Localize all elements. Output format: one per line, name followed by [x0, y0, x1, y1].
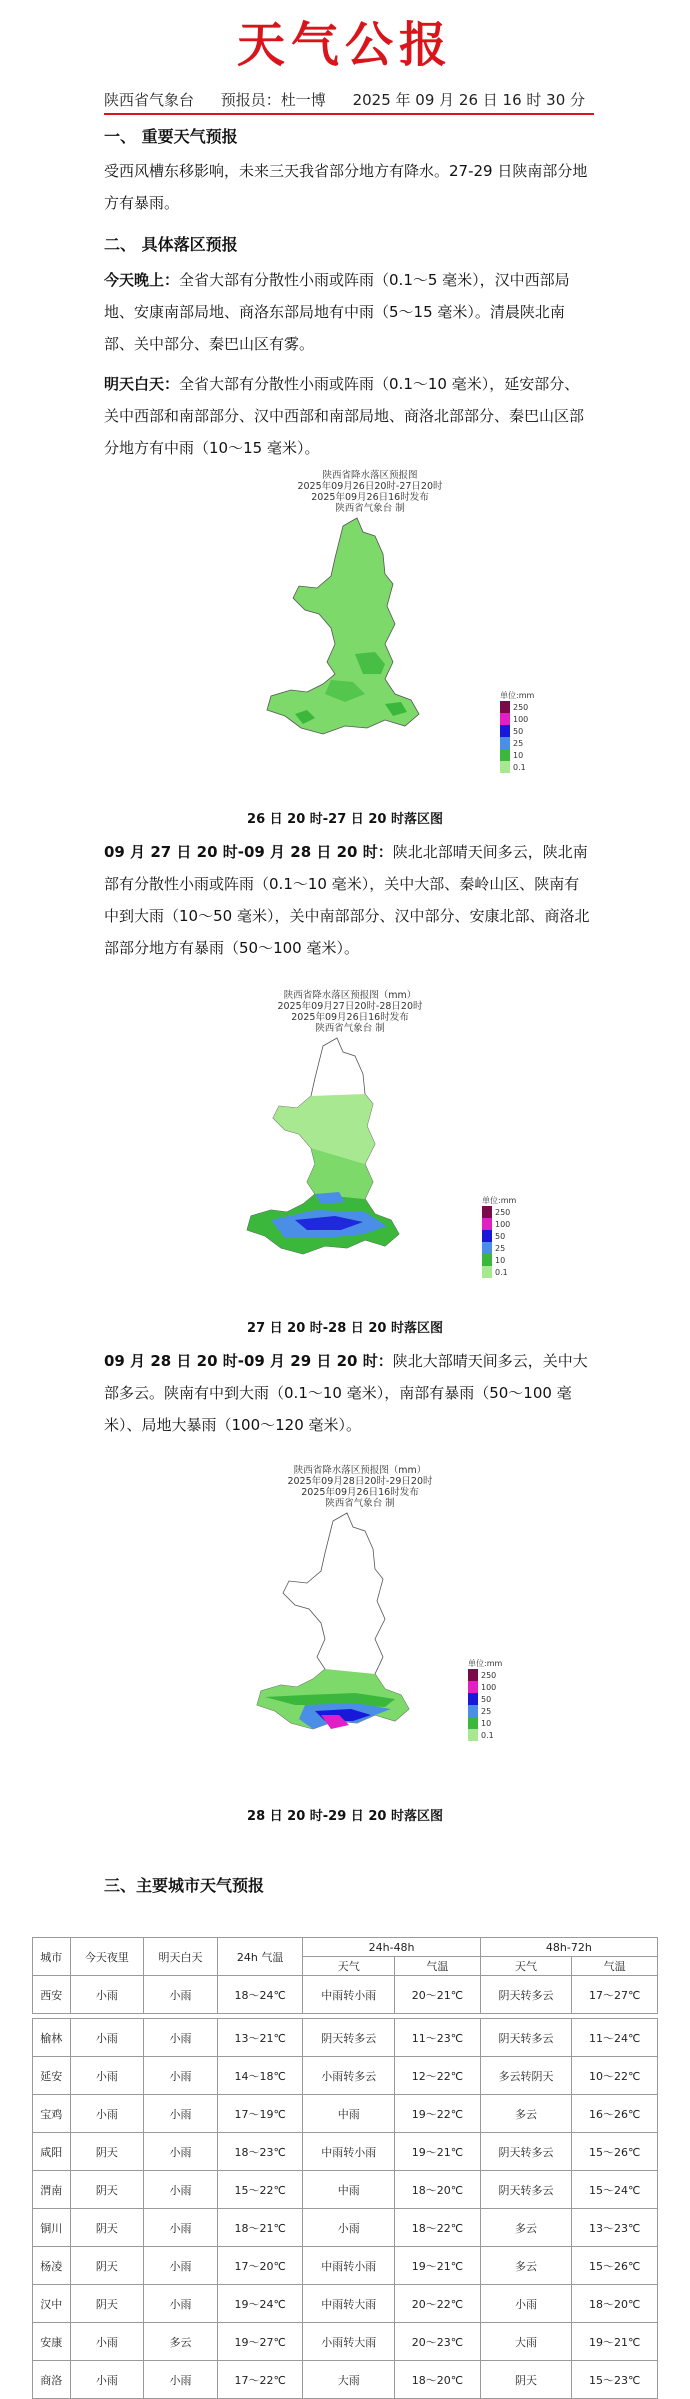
legend-2 — [482, 1195, 516, 1278]
table-cell: 大雨 — [303, 2361, 395, 2399]
legend-level: 100 — [513, 714, 529, 724]
table-cell: 小雨转大雨 — [303, 2323, 395, 2361]
legend-level: 50 — [481, 1694, 492, 1704]
map3-caption: 28 日 20 时-29 日 20 时落区图 — [247, 1809, 443, 1824]
table-cell: 20～22℃ — [395, 2285, 481, 2323]
table-cell: 17～20℃ — [217, 2247, 303, 2285]
table-cell: 小雨 — [70, 2323, 144, 2361]
table-row — [33, 1976, 658, 2014]
col-tonight: 今天夜里 — [70, 1938, 144, 1976]
shaanxi-map-3 — [225, 1509, 495, 1789]
tomorrow-text: 全省大部有分散性小雨或阵雨（0.1～10 毫米），延安部分、关中西部和南部部分、汉中西部和南部局地、商洛北部部分、秦巴山区部分地方有中雨（10～15 毫米）。 — [104, 375, 585, 457]
table-cell: 12～22℃ — [395, 2057, 481, 2095]
table-cell: 小雨 — [144, 2209, 218, 2247]
table-cell: 小雨 — [144, 2247, 218, 2285]
legend-level: 10 — [495, 1255, 506, 1265]
table-cell: 17～19℃ — [217, 2095, 303, 2133]
table-cell: 小雨 — [144, 2095, 218, 2133]
city-name: 杨凌 — [33, 2247, 71, 2285]
table-cell: 18～20℃ — [572, 2285, 658, 2323]
table-cell: 小雨 — [480, 2285, 572, 2323]
table-cell: 19～21℃ — [395, 2247, 481, 2285]
table-cell: 多云 — [480, 2209, 572, 2247]
map3-title: 陕西省降水落区预报图（mm） — [293, 1465, 427, 1476]
table-cell: 小雨 — [70, 2057, 144, 2095]
table-cell: 阴天转多云 — [480, 2019, 572, 2057]
col-city: 城市 — [33, 1938, 71, 1976]
legend-level: 10 — [513, 750, 524, 760]
legend-level: 10 — [481, 1718, 492, 1728]
sub-weather: 天气 — [480, 1957, 572, 1976]
table-cell: 19～21℃ — [395, 2133, 481, 2171]
table-cell: 多云转阴天 — [480, 2057, 572, 2095]
table-cell: 17～27℃ — [572, 1976, 658, 2014]
legend-level: 25 — [481, 1706, 492, 1716]
table-cell: 阴天 — [70, 2133, 144, 2171]
table-cell: 18～23℃ — [217, 2133, 303, 2171]
map3-maker: 陕西省气象台 制 — [325, 1498, 395, 1509]
table-cell: 小雨 — [144, 2133, 218, 2171]
legend-title: 单位:mm — [482, 1196, 517, 1205]
table-cell: 19～27℃ — [217, 2323, 303, 2361]
page-title: 天气公报 — [236, 17, 453, 73]
legend-title: 单位:mm — [468, 1659, 503, 1668]
legend-level: 25 — [495, 1243, 506, 1253]
table-row — [33, 2133, 658, 2171]
tonight-label: 今天晚上： — [104, 271, 180, 289]
table-cell: 多云 — [480, 2247, 572, 2285]
legend-1 — [500, 690, 534, 773]
map2-period: 2025年09月27日20时-28日20时 — [277, 1001, 423, 1012]
city-name: 商洛 — [33, 2361, 71, 2399]
map1-maker: 陕西省气象台 制 — [335, 503, 405, 514]
table-cell: 18～20℃ — [395, 2171, 481, 2209]
table-cell: 15～26℃ — [572, 2133, 658, 2171]
sub-temp: 气温 — [572, 1957, 658, 1976]
table-row — [33, 2171, 658, 2209]
table-cell: 小雨转多云 — [303, 2057, 395, 2095]
d3-paragraph — [104, 1345, 594, 1441]
city-name: 渭南 — [33, 2171, 71, 2209]
legend-3 — [468, 1658, 502, 1741]
table-cell: 小雨 — [144, 1976, 218, 2014]
table-cell: 小雨 — [70, 2019, 144, 2057]
d2-paragraph — [104, 836, 594, 964]
sub-weather: 天气 — [303, 1957, 395, 1976]
report-meta — [104, 89, 594, 115]
table-cell: 19～24℃ — [217, 2285, 303, 2323]
legend-level: 50 — [495, 1231, 506, 1241]
legend-level: 50 — [513, 726, 524, 736]
org-name: 陕西省气象台 — [104, 91, 195, 109]
legend-level: 0.1 — [513, 762, 526, 772]
important-text: 受西风槽东移影响，未来三天我省部分地方有降水。27-29 日陕南部分地方有暴雨。 — [104, 162, 588, 212]
map1-title: 陕西省降水落区预报图 — [322, 470, 418, 481]
table-cell: 小雨 — [70, 1976, 144, 2014]
section-city-title: 三、主要城市天气预报 — [104, 1876, 265, 1895]
table-cell: 多云 — [144, 2323, 218, 2361]
table-cell: 20～21℃ — [395, 1976, 481, 2014]
table-cell: 小雨 — [144, 2285, 218, 2323]
tonight-text: 全省大部有分散性小雨或阵雨（0.1～5 毫米），汉中西部局地、安康南部局地、商洛东部局地有中雨（5～15 毫米）。清晨陕北南部、关中部分、秦巴山区有雾。 — [104, 271, 570, 353]
table-cell: 中雨转小雨 — [303, 2133, 395, 2171]
table-cell: 小雨 — [70, 2361, 144, 2399]
table-cell: 10～22℃ — [572, 2057, 658, 2095]
map2-title: 陕西省降水落区预报图（mm） — [283, 990, 417, 1001]
map1-period: 2025年09月26日20时-27日20时 — [297, 481, 443, 492]
shaanxi-map-2 — [215, 1034, 485, 1314]
legend-level: 250 — [513, 702, 529, 712]
tonight-paragraph — [104, 264, 594, 360]
table-cell: 阴天转多云 — [480, 2133, 572, 2171]
table-cell: 19～21℃ — [572, 2323, 658, 2361]
legend-level: 250 — [495, 1207, 511, 1217]
map2-caption: 27 日 20 时-28 日 20 时落区图 — [247, 1321, 443, 1336]
d2-label: 09 月 27 日 20 时-09 月 28 日 20 时： — [104, 843, 393, 861]
table-cell: 11～23℃ — [395, 2019, 481, 2057]
table-cell: 11～24℃ — [572, 2019, 658, 2057]
table-cell: 阴天 — [70, 2247, 144, 2285]
table-row — [33, 2247, 658, 2285]
table-cell: 中雨 — [303, 2095, 395, 2133]
map2-issued: 2025年09月26日16时发布 — [291, 1012, 409, 1023]
city-name: 铜川 — [33, 2209, 71, 2247]
map2-maker: 陕西省气象台 制 — [315, 1023, 385, 1034]
legend-level: 250 — [481, 1670, 497, 1680]
table-cell: 小雨 — [303, 2209, 395, 2247]
table-cell: 14～18℃ — [217, 2057, 303, 2095]
table-cell: 阴天 — [70, 2171, 144, 2209]
city-name: 榆林 — [33, 2019, 71, 2057]
section-detail-title: 二、 具体落区预报 — [104, 235, 238, 254]
col-24-48h: 24h-48h — [303, 1938, 480, 1957]
table-cell: 多云 — [480, 2095, 572, 2133]
col-tomorrow: 明天白天 — [144, 1938, 218, 1976]
legend-title: 单位:mm — [500, 691, 535, 700]
table-cell: 18～24℃ — [217, 1976, 303, 2014]
table-row — [33, 2209, 658, 2247]
tomorrow-paragraph — [104, 368, 594, 464]
table-cell: 16～26℃ — [572, 2095, 658, 2133]
issue-time: 2025 年 09 月 26 日 16 时 30 分 — [352, 91, 586, 109]
city-name: 安康 — [33, 2323, 71, 2361]
table-cell: 18～20℃ — [395, 2361, 481, 2399]
legend-level: 100 — [495, 1219, 511, 1229]
city-name: 延安 — [33, 2057, 71, 2095]
section-important-title: 一、 重要天气预报 — [104, 127, 238, 146]
table-cell: 阴天转多云 — [480, 2171, 572, 2209]
table-cell: 15～22℃ — [217, 2171, 303, 2209]
map3-issued: 2025年09月26日16时发布 — [301, 1487, 419, 1498]
col-48-72h: 48h-72h — [480, 1938, 657, 1957]
table-cell: 小雨 — [144, 2057, 218, 2095]
city-name: 宝鸡 — [33, 2095, 71, 2133]
table-cell: 18～21℃ — [217, 2209, 303, 2247]
table-cell: 小雨 — [144, 2019, 218, 2057]
col-24h-temp: 24h 气温 — [217, 1938, 303, 1976]
city-name: 西安 — [33, 1976, 71, 2014]
rain-map-1 — [235, 470, 505, 798]
table-cell: 小雨 — [144, 2171, 218, 2209]
table-row — [33, 2285, 658, 2323]
sub-temp: 气温 — [395, 1957, 481, 1976]
map1-issued: 2025年09月26日16时发布 — [311, 492, 429, 503]
table-cell: 18～22℃ — [395, 2209, 481, 2247]
table-cell: 17～22℃ — [217, 2361, 303, 2399]
table-cell: 13～21℃ — [217, 2019, 303, 2057]
legend-level: 25 — [513, 738, 524, 748]
rain-map-2 — [215, 990, 485, 1318]
table-cell: 阴天转多云 — [480, 1976, 572, 2014]
legend-level: 0.1 — [481, 1730, 494, 1740]
table-cell: 19～22℃ — [395, 2095, 481, 2133]
city-forecast-table — [32, 1937, 658, 2399]
table-cell: 阴天 — [70, 2285, 144, 2323]
table-cell: 小雨 — [144, 2361, 218, 2399]
table-cell: 阴天 — [70, 2209, 144, 2247]
table-row — [33, 2057, 658, 2095]
table-cell: 中雨 — [303, 2171, 395, 2209]
d2-text: 陕北北部晴天间多云，陕北南部有分散性小雨或阵雨（0.1～10 毫米），关中大部、秦岭山区、陕南有中到大雨（10～50 毫米），关中南部部分、汉中部分、安康北部、商洛北部部分地方有暴雨（50～100 毫米）。 — [104, 843, 590, 957]
table-cell: 中雨转大雨 — [303, 2285, 395, 2323]
table-cell: 阴天转多云 — [303, 2019, 395, 2057]
map3-period: 2025年09月28日20时-29日20时 — [287, 1476, 433, 1487]
table-cell: 中雨转小雨 — [303, 1976, 395, 2014]
table-row — [33, 2323, 658, 2361]
legend-level: 0.1 — [495, 1267, 508, 1277]
d3-text: 陕北大部晴天间多云，关中大部多云。陕南有中到大雨（0.1～10 毫米），南部有暴雨（50～100 毫米）、局地大暴雨（100～120 毫米）。 — [104, 1352, 588, 1434]
table-cell: 大雨 — [480, 2323, 572, 2361]
table-cell: 20～23℃ — [395, 2323, 481, 2361]
table-cell: 15～23℃ — [572, 2361, 658, 2399]
table-cell: 15～26℃ — [572, 2247, 658, 2285]
table-row — [33, 2019, 658, 2057]
table-cell: 阴天 — [480, 2361, 572, 2399]
tomorrow-label: 明天白天： — [104, 375, 180, 393]
rain-map-3 — [225, 1465, 495, 1793]
forecaster: 预报员：杜一博 — [220, 91, 326, 109]
table-row — [33, 2095, 658, 2133]
city-name: 汉中 — [33, 2285, 71, 2323]
map1-caption: 26 日 20 时-27 日 20 时落区图 — [247, 812, 443, 827]
d3-label: 09 月 28 日 20 时-09 月 29 日 20 时： — [104, 1352, 393, 1370]
table-cell: 小雨 — [70, 2095, 144, 2133]
table-cell: 15～24℃ — [572, 2171, 658, 2209]
table-cell: 中雨转小雨 — [303, 2247, 395, 2285]
table-cell: 13～23℃ — [572, 2209, 658, 2247]
city-name: 咸阳 — [33, 2133, 71, 2171]
shaanxi-map-1 — [235, 514, 505, 794]
table-row — [33, 2361, 658, 2399]
legend-level: 100 — [481, 1682, 497, 1692]
